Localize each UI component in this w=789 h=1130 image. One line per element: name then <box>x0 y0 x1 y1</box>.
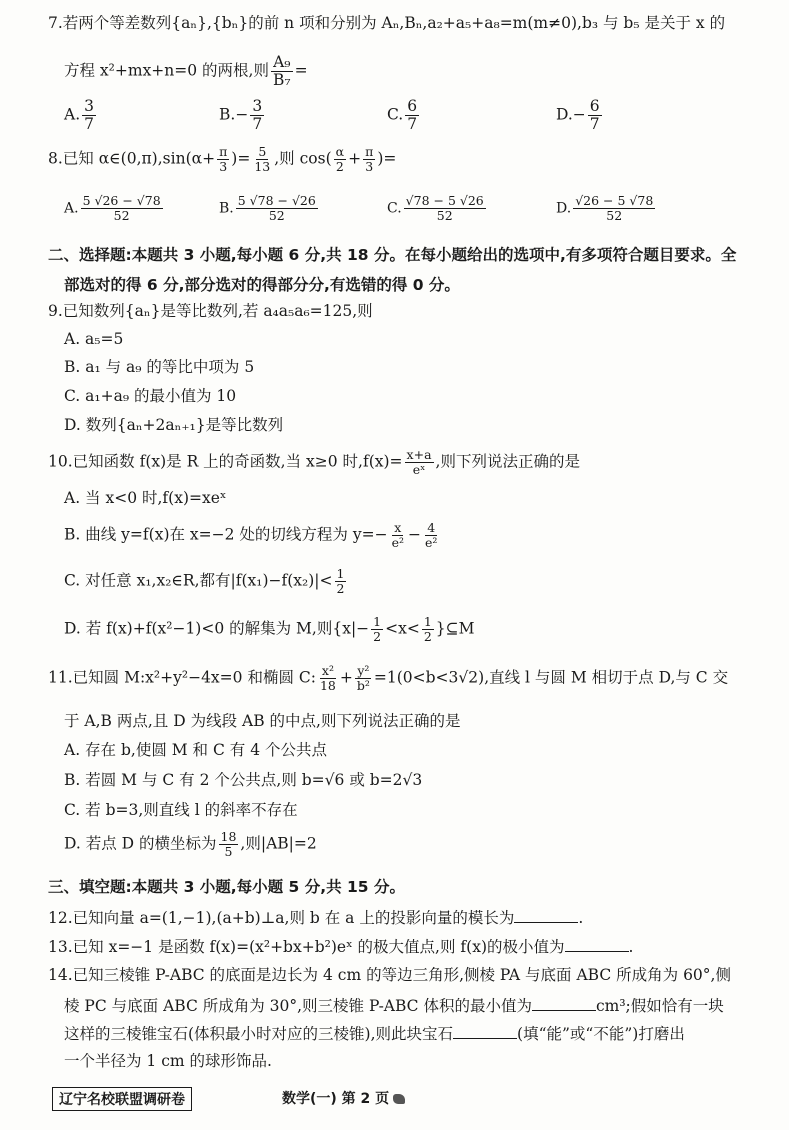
q7-option-b: B.− $\frac{3}{7}$ <box>219 97 263 134</box>
q9-option-d: D. 数列{aₙ+2aₙ₊₁}是等比数列 <box>64 416 284 434</box>
q14-line1: 14.已知三棱锥 P-ABC 的底面是边长为 4 cm 的等边三角形,侧棱 PA 与底面 ABC 所成角为 60°,侧 <box>48 966 731 984</box>
q14-answer-blank-1[interactable] <box>532 996 596 1011</box>
q7-option-a: A. $\frac{3}{7}$ <box>64 97 94 134</box>
q10-stem: 10.已知函数 f(x)是 R 上的奇函数,当 x≥0 时,f(x)= $\frac{x+a}{\text{eˣ}}$ ,则下列说法正确的是 <box>48 447 580 477</box>
footer-publisher: 辽宁名校联盟调研卷 <box>52 1087 192 1111</box>
q14-line2: 棱 PC 与底面 ABC 所成角为 30°,则三棱锥 P-ABC 体积的最小值为 cm³;假如恰有一块 <box>64 997 724 1015</box>
q11-option-b: B. 若圆 M 与 C 有 2 个公共点,则 b=√6 或 b=2√3 <box>64 771 423 789</box>
q13-answer-blank[interactable] <box>565 937 629 952</box>
q9-stem: 9.已知数列{aₙ}是等比数列,若 a₄a₅a₆=125,则 <box>48 302 373 320</box>
q7-option-d: D.− $\frac{6}{7}$ <box>556 97 600 134</box>
q14-line3: 这样的三棱锥宝石(体积最小时对应的三棱锥),则此块宝石 (填“能”或“不能”)打磨出 <box>64 1025 685 1043</box>
q9-option-a: A. a₅=5 <box>64 330 124 348</box>
q8-option-d: D. $\frac{√26 - 5 √78}{52}$ <box>556 193 654 223</box>
q11-option-c: C. 若 b=3,则直线 l 的斜率不存在 <box>64 801 298 819</box>
q11-stem-line1: 11.已知圆 M:x²+y²−4x=0 和椭圆 C: $\frac{\text{x²}}{18}$ + $\frac{\text{y²}}{\text{b²}}$ =1(0<b<3√2),直线 l 与圆 M 相切于点 D,与 C 交 <box>48 663 729 693</box>
q14-answer-blank-2[interactable] <box>453 1024 517 1039</box>
q10-option-c: C. 对任意 x₁,x₂∈R,都有|f(x₁)−f(x₂)|< $\frac{1}{2}$ <box>64 566 345 596</box>
q8-options <box>64 194 764 234</box>
q7-line2: 方程 x²+mx+n=0 的两根,则 $\frac{\text{A₉}}{\text{B₇}}$ = <box>64 53 308 90</box>
q7-option-c: C. $\frac{6}{7}$ <box>387 97 418 134</box>
q8-option-a: A. $\frac{5 √26 - √78}{52}$ <box>64 193 161 223</box>
q13: 13.已知 x=−1 是函数 f(x)=(x²+bx+b²)eˣ 的极大值点,则 f(x)的极小值为 . <box>48 938 634 956</box>
q7-line1: 7.若两个等差数列{aₙ},{bₙ}的前 n 项和分别为 Aₙ,Bₙ,a₂+a₅+a₈=m(m≠0),b₃ 与 b₅ 是关于 x 的 <box>48 14 726 32</box>
q14-line4: 一个半径为 1 cm 的球形饰品. <box>64 1052 272 1070</box>
q11-option-a: A. 存在 b,使圆 M 和 C 有 4 个公共点 <box>64 741 327 759</box>
q12-answer-blank[interactable] <box>514 908 578 923</box>
q9-option-c: C. a₁+a₉ 的最小值为 10 <box>64 387 237 405</box>
q7-options <box>64 98 764 134</box>
q11-stem-line2: 于 A,B 两点,且 D 为线段 AB 的中点,则下列说法正确的是 <box>64 712 461 730</box>
section3-heading: 三、填空题:本题共 3 小题,每小题 5 分,共 15 分。 <box>48 878 405 896</box>
q10-option-d: D. 若 f(x)+f(x²−1)<0 的解集为 M,则{x|− $\frac{1}{2}$ <x< $\frac{1}{2}$ }⊆M <box>64 614 475 644</box>
q12: 12.已知向量 a=(1,−1),(a+b)⊥a,则 b 在 a 上的投影向量的模长为 . <box>48 909 584 927</box>
footer-page-info: 数学(一) 第 2 页 <box>282 1088 405 1108</box>
q8-stem: 8.已知 α∈(0,π),sin(α+ $\frac{\pi}{3}$ )= $\frac{5}{13}$ ,则 cos( $\frac{\alpha}{2}$ + $\frac{\pi}{3}$ )= <box>48 144 397 174</box>
section2-heading: 二、选择题:本题共 3 小题,每小题 6 分,共 18 分。在每小题给出的选项中,有多项符合题目要求。全 部选对的得 6 分,部分选对的得部分分,有选错的得 0 分。 <box>48 246 737 294</box>
q8-option-b: B. $\frac{5 √78 - √26}{52}$ <box>219 193 316 223</box>
q8-option-c: C. $\frac{√78 - 5 √26}{52}$ <box>387 193 484 223</box>
q10-option-b: B. 曲线 y=f(x)在 x=−2 处的切线方程为 y=− $\frac{x}{\text{e²}}$ − $\frac{4}{\text{e²}}$ <box>64 520 438 550</box>
page-corner-smudge <box>393 1094 405 1104</box>
q9-option-b: B. a₁ 与 a₉ 的等比中项为 5 <box>64 358 255 376</box>
q11-option-d: D. 若点 D 的横坐标为 $\frac{18}{5}$ ,则|AB|=2 <box>64 829 317 859</box>
q10-option-a: A. 当 x<0 时,f(x)=xeˣ <box>64 489 227 507</box>
